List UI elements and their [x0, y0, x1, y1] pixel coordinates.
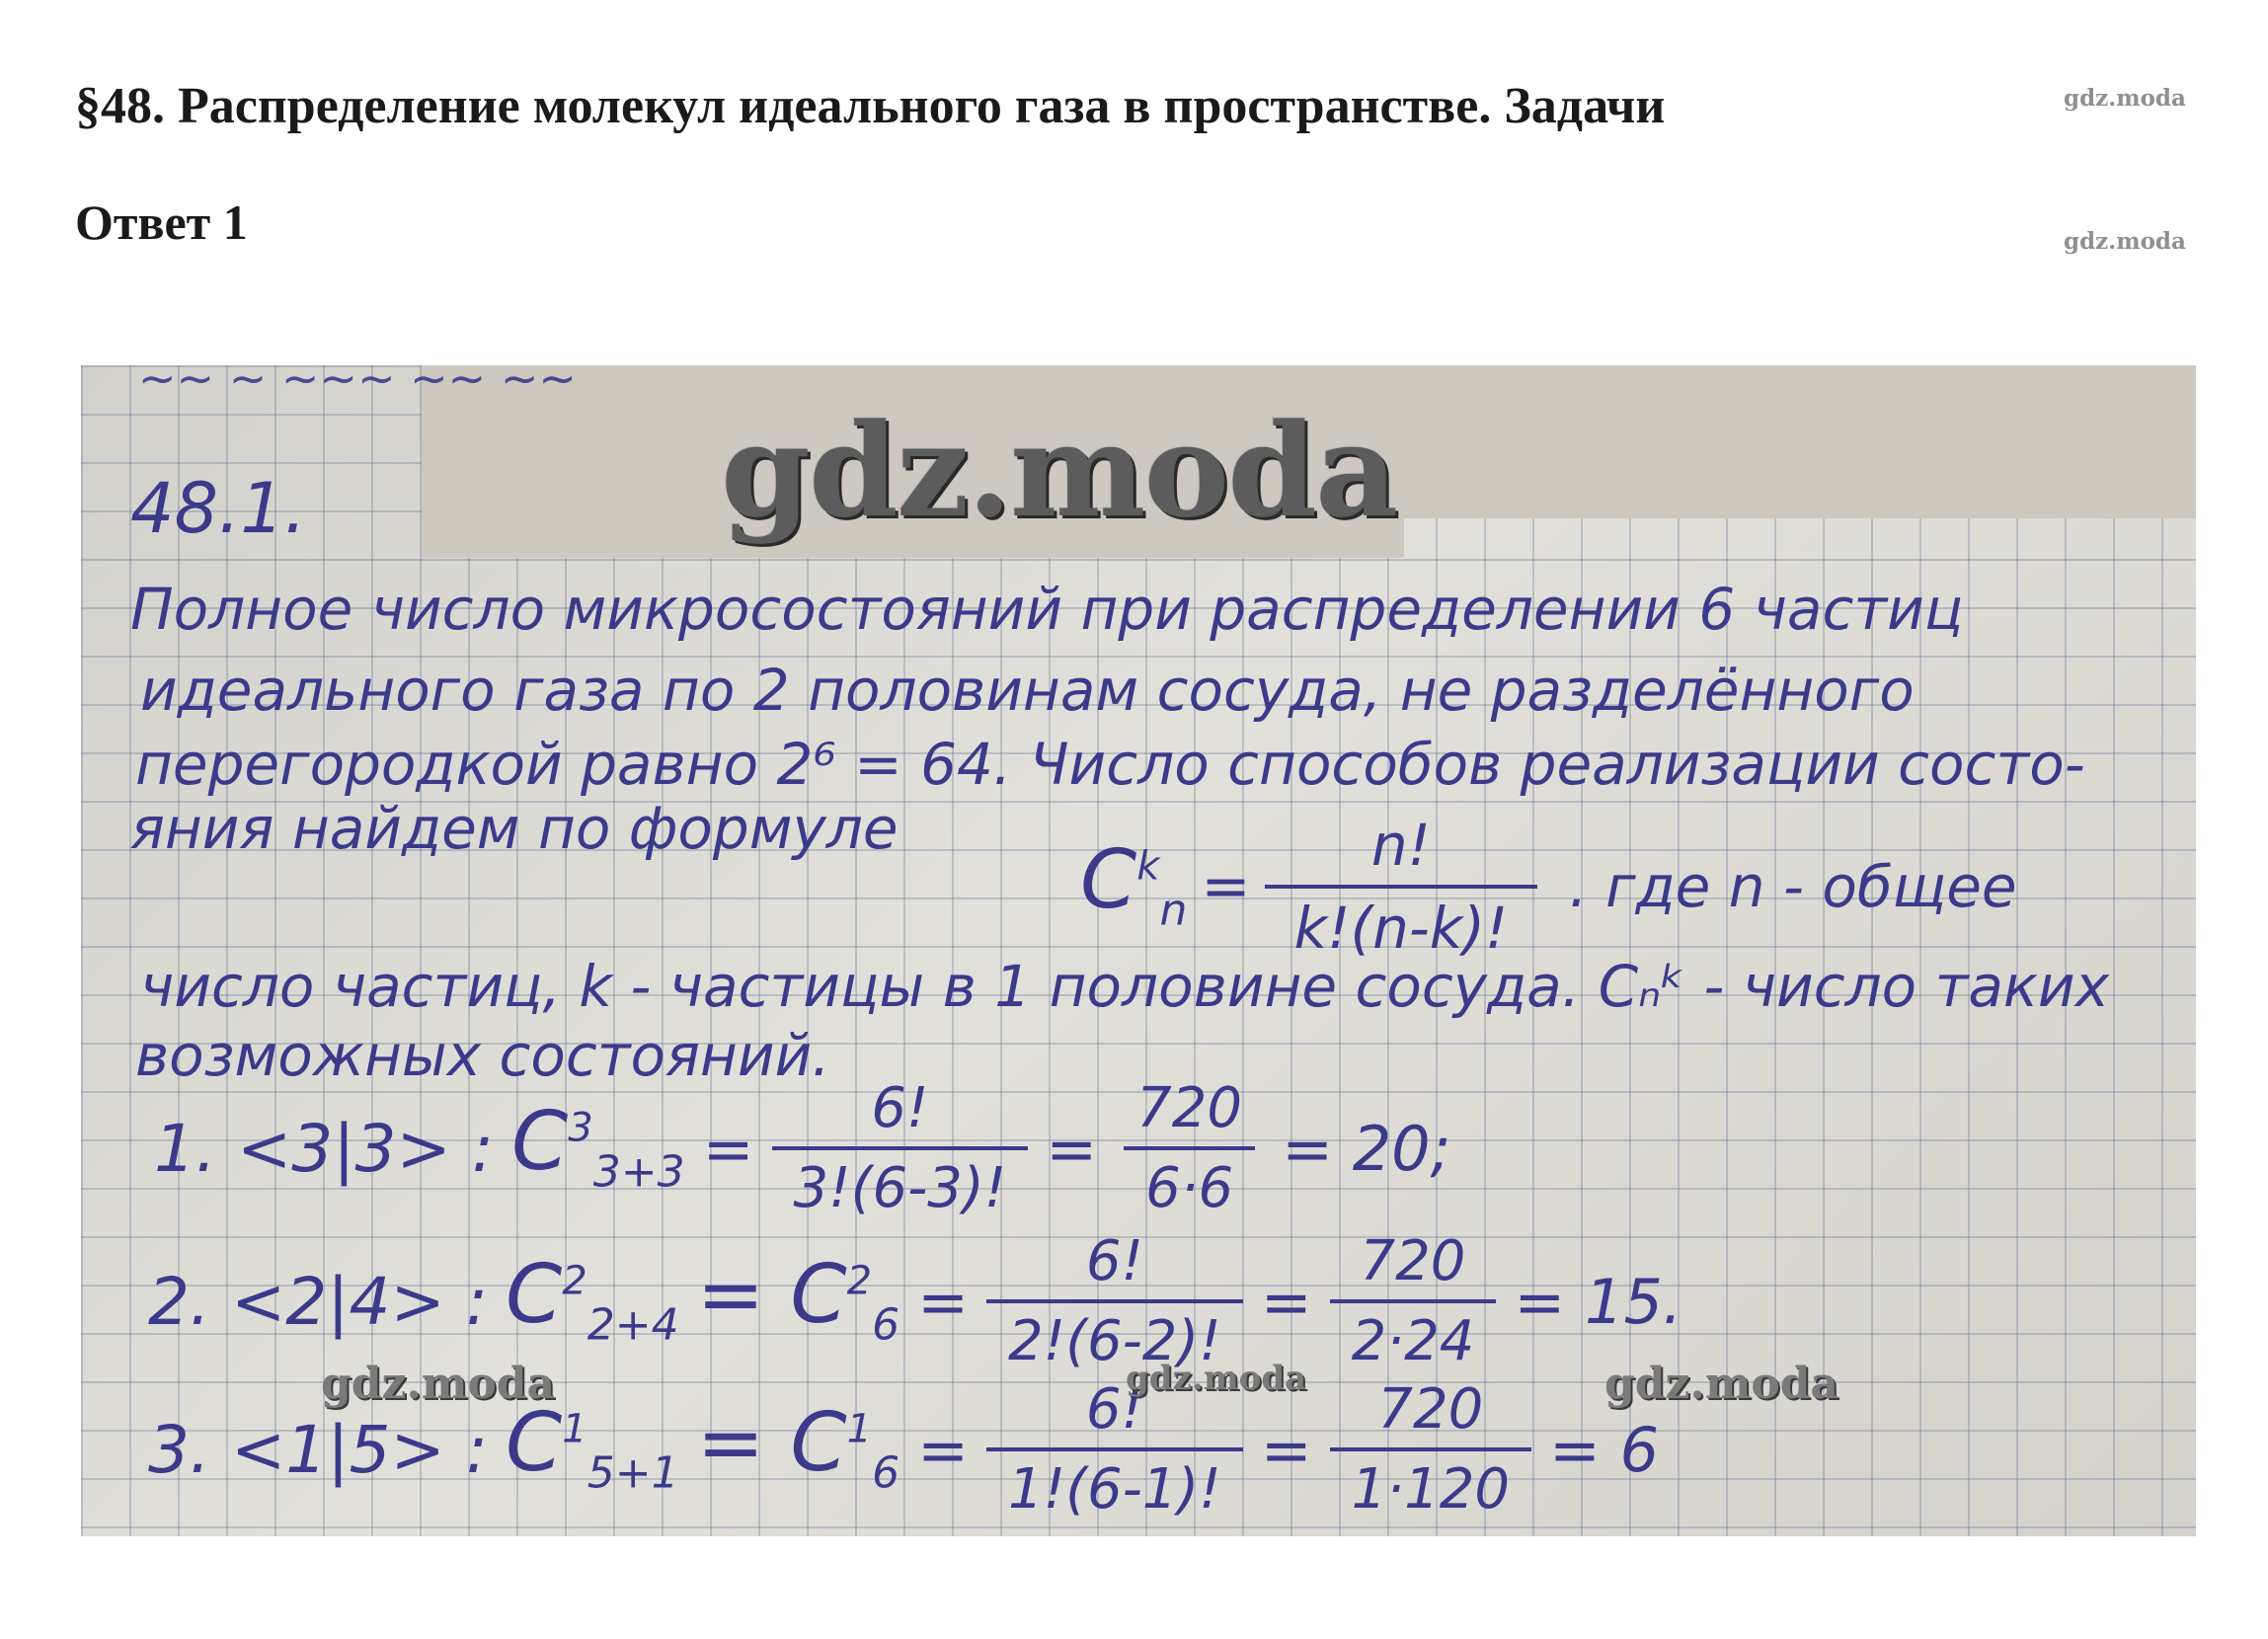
notebook-photo — [81, 365, 2196, 1536]
answer-label: Ответ 1 — [75, 195, 248, 250]
watermark-in-photo: gdz.moda — [1604, 1359, 1839, 1409]
watermark-side: gdz.moda — [2064, 85, 2186, 112]
formula-symbol: $C^k_n$ — [1080, 833, 1188, 936]
formula-fraction: $\frac{n!}{k!(n-k)!}$ — [1265, 812, 1538, 962]
calculation-row: 2. <2|4> : $C^2_{2+4}$ = $C^2_6$ = $\frac{6!}{2!(6-2)!}$ = $\frac{720}{2\cdot 24}$ = 15. — [148, 1229, 1682, 1373]
handwriting-line: Полное число микросостояний при распределении 6 частиц — [130, 576, 1964, 643]
handwriting-line: возможных состояний. — [135, 1022, 830, 1089]
problem-number: 48.1. — [130, 468, 307, 549]
watermark-logo: gdz.moda — [721, 395, 1397, 546]
handwriting-cropped-line: ~~ ~ ~~~ ~~ ~~ — [138, 365, 577, 405]
combination-formula — [1080, 812, 2017, 962]
watermark-in-photo: gdz.moda — [321, 1359, 556, 1409]
handwriting-line: идеального газа по 2 половинам сосуда, не разделённого — [140, 657, 1915, 724]
watermark-in-photo: gdz.moda — [1126, 1359, 1307, 1398]
handwriting-line: число частиц, k - частицы в 1 половине сосуда. Cₙᵏ - число таких — [140, 953, 2109, 1020]
calculation-row: 3. <1|5> : $C^1_{5+1}$ = $C^1_6$ = $\frac{6!}{1!(6-1)!}$ = $\frac{720}{1\cdot 120}$ = 6 — [148, 1377, 1660, 1522]
formula-tail: . где n - общее — [1569, 853, 2017, 920]
equals-sign: = — [1201, 852, 1251, 921]
handwriting-line: перегородкой равно 2⁶ = 64. Число способов реализации состо- — [135, 731, 2085, 798]
watermark-side: gdz.moda — [2064, 228, 2186, 255]
page-title: §48. Распределение молекул идеального газа в пространстве. Задачи — [75, 78, 1666, 134]
calculation-row: 1. <3|3> : $C^3_{3+3}$ = $\frac{6!}{3!(6-3)!}$ = $\frac{720}{6\cdot 6}$ = 20; — [154, 1076, 1451, 1220]
handwriting-line: яния найдем по формуле — [130, 795, 899, 862]
